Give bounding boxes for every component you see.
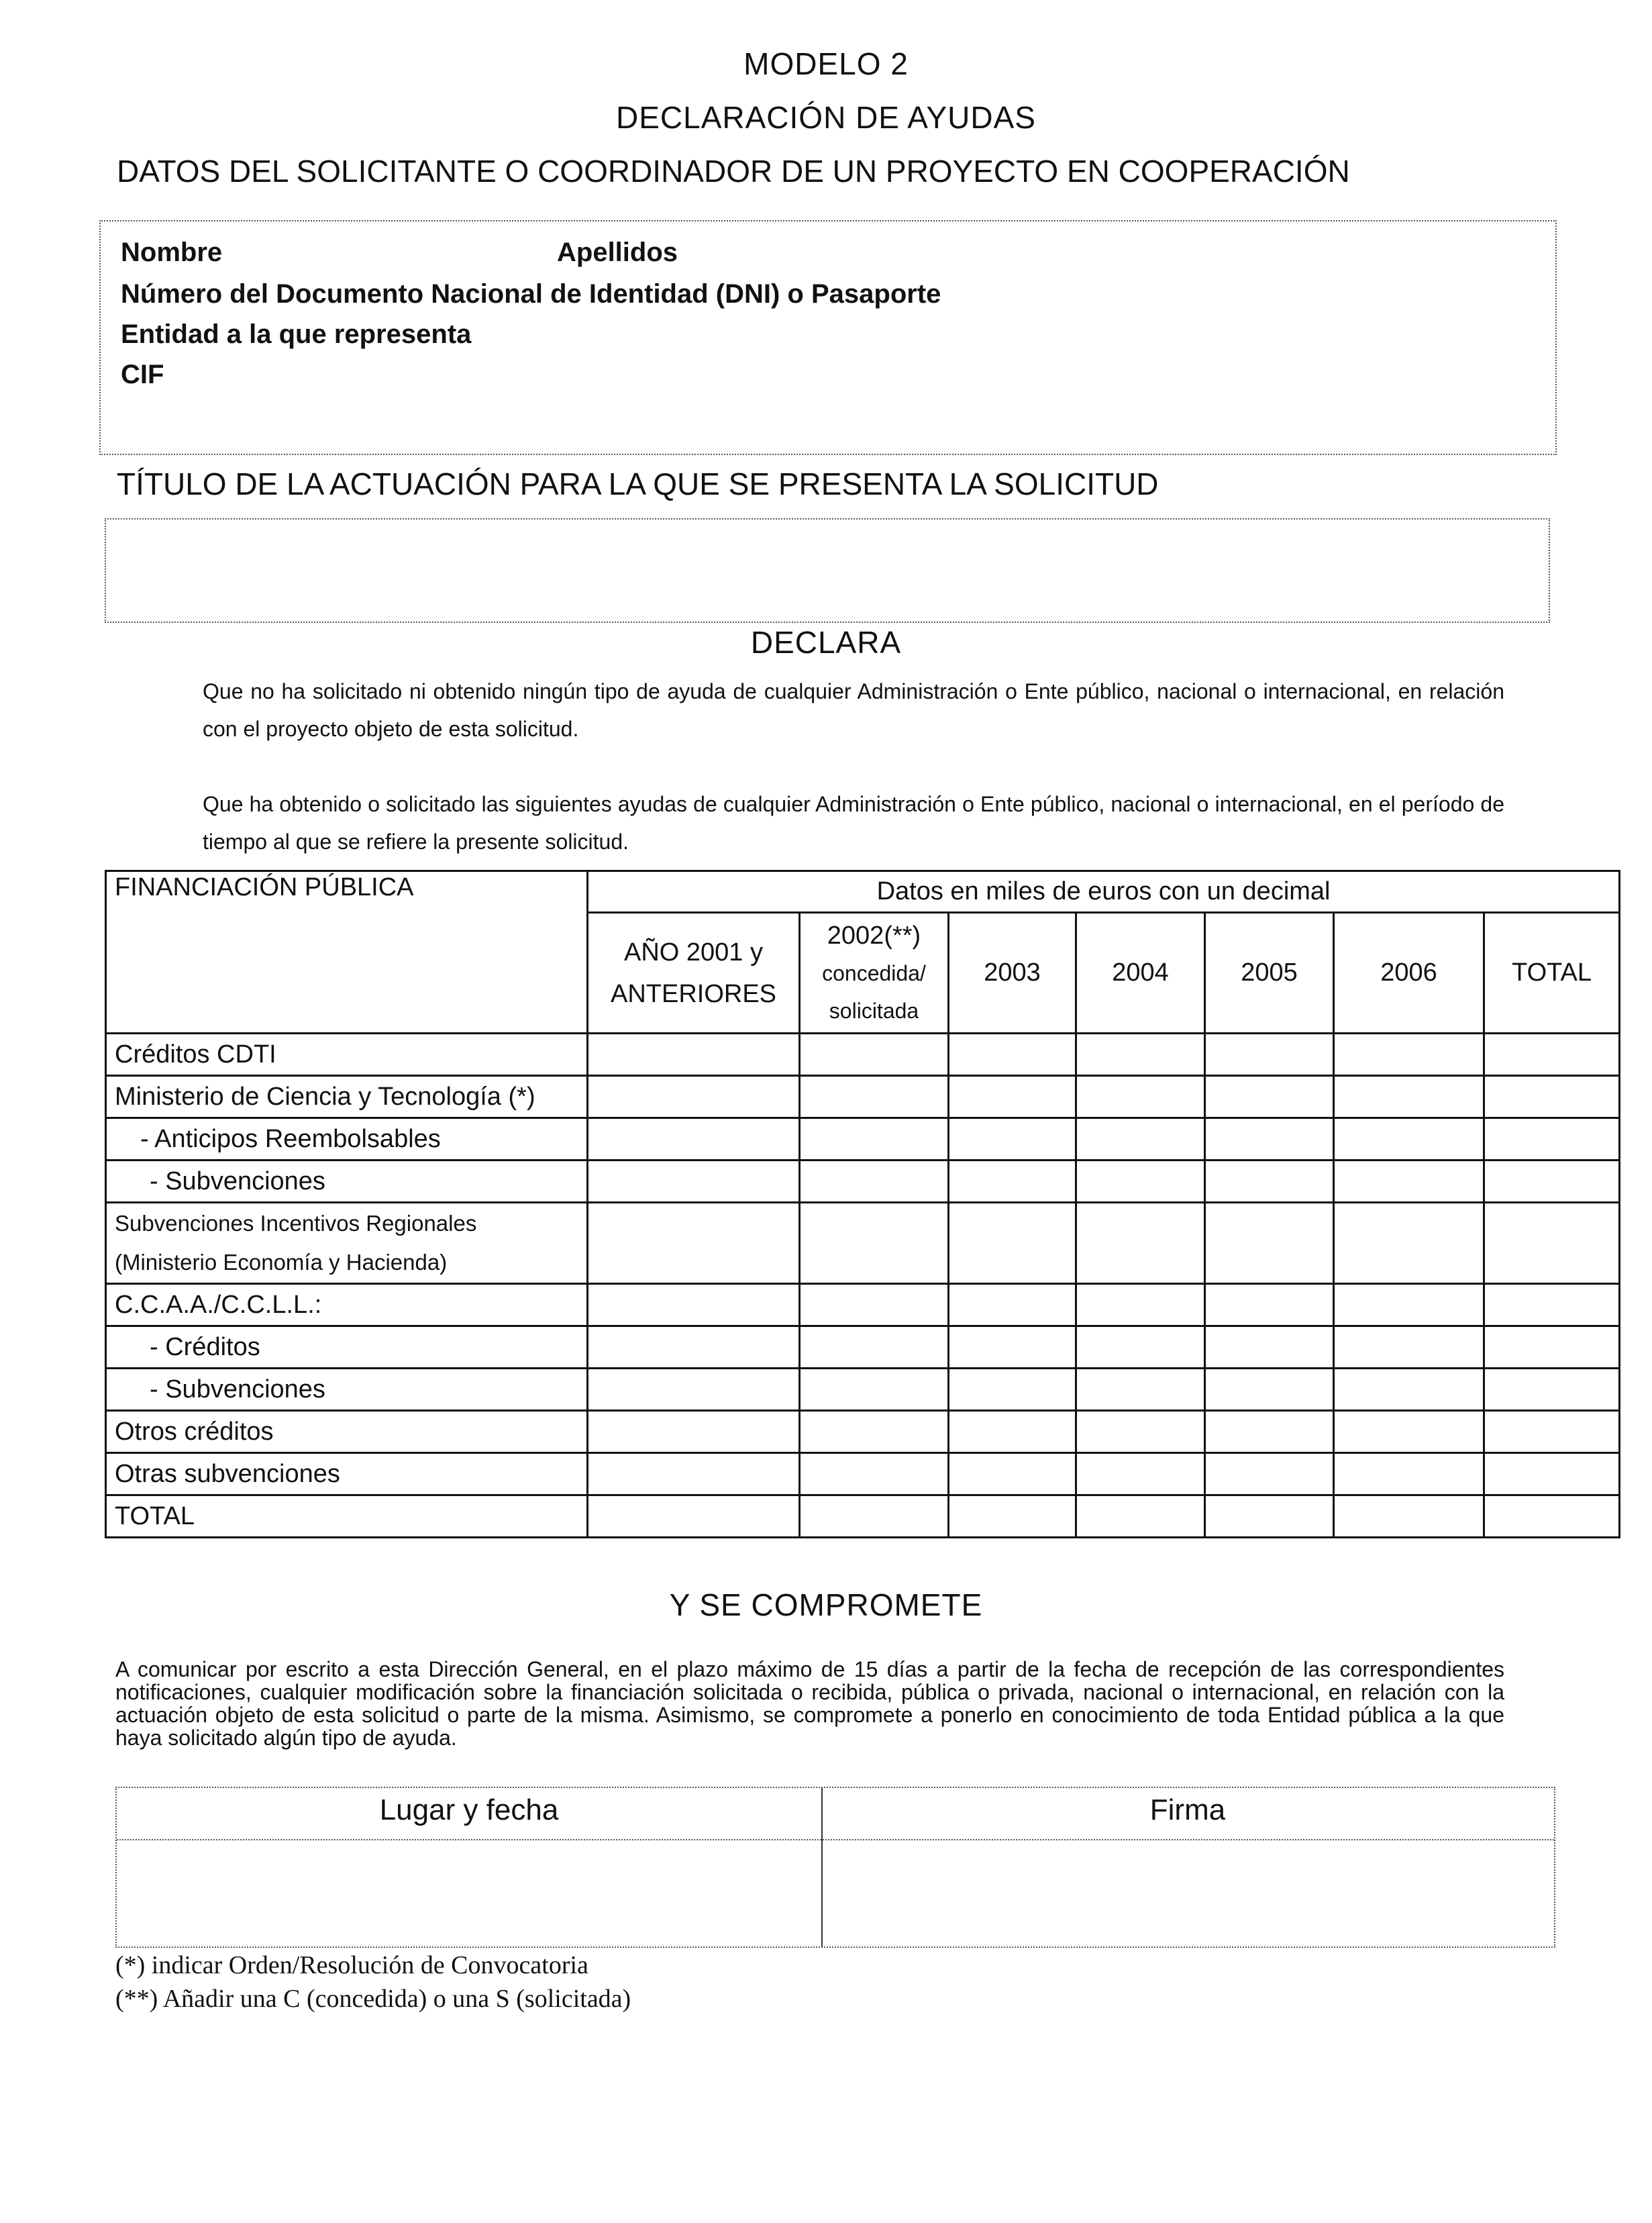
lugar-fecha-label: Lugar y fecha — [379, 1793, 559, 1826]
table-cell[interactable] — [800, 1034, 949, 1076]
table-cell[interactable] — [1205, 1495, 1334, 1538]
entidad-label: Entidad a la que representa — [121, 319, 472, 349]
row-label: - Subvenciones — [106, 1160, 588, 1203]
table-cell[interactable] — [800, 1076, 949, 1118]
table-row — [106, 1160, 1620, 1203]
table-cell[interactable] — [949, 1160, 1076, 1203]
apellidos-label: Apellidos — [557, 238, 678, 267]
col-header-2001-line1: AÑO 2001 y — [624, 938, 763, 967]
declara-heading: DECLARA — [750, 625, 902, 660]
table-cell[interactable] — [1484, 1369, 1620, 1411]
table-cell[interactable] — [949, 1495, 1076, 1538]
table-row — [106, 1411, 1620, 1453]
table-cell[interactable] — [1205, 1076, 1334, 1118]
cif-label: CIF — [121, 360, 164, 389]
table-cell[interactable] — [1205, 1118, 1334, 1160]
table-cell[interactable] — [1076, 1076, 1205, 1118]
table-cell[interactable] — [800, 1326, 949, 1369]
table-cell[interactable] — [1205, 1203, 1334, 1284]
table-cell[interactable] — [1205, 1284, 1334, 1326]
col-header-2005: 2005 — [1205, 913, 1334, 1034]
table-cell[interactable] — [1334, 1034, 1484, 1076]
col-header-2002-line3: solicitada — [829, 998, 919, 1023]
table-row — [106, 1326, 1620, 1369]
table-cell[interactable] — [1076, 1453, 1205, 1495]
table-cell[interactable] — [949, 1411, 1076, 1453]
row-label: TOTAL — [106, 1495, 588, 1538]
table-cell[interactable] — [949, 1284, 1076, 1326]
table-cell[interactable] — [949, 1326, 1076, 1369]
table-cell[interactable] — [1076, 1369, 1205, 1411]
table-cell[interactable] — [1205, 1326, 1334, 1369]
table-cell[interactable] — [949, 1203, 1076, 1284]
table-row — [106, 1453, 1620, 1495]
table-cell[interactable] — [588, 1118, 800, 1160]
nombre-label: Nombre — [121, 238, 223, 267]
col-header-total: TOTAL — [1484, 913, 1620, 1034]
footnote-1: (*) indicar Orden/Resolución de Convocatoria — [115, 1951, 588, 1979]
table-cell[interactable] — [1334, 1411, 1484, 1453]
row-label: - Créditos — [106, 1326, 588, 1369]
table-row — [106, 1369, 1620, 1411]
row-label-line1: Subvenciones Incentivos Regionales — [115, 1211, 477, 1236]
table-cell[interactable] — [1484, 1284, 1620, 1326]
row-label: Ministerio de Ciencia y Tecnología (*) — [106, 1076, 588, 1118]
table-cell[interactable] — [1205, 1160, 1334, 1203]
footnote-2: (**) Añadir una C (concedida) o una S (solicitada) — [115, 1985, 631, 2013]
table-cell[interactable] — [1484, 1118, 1620, 1160]
table-cell[interactable] — [588, 1453, 800, 1495]
table-cell[interactable] — [1076, 1411, 1205, 1453]
table-cell[interactable] — [1076, 1160, 1205, 1203]
row-label: Otros créditos — [106, 1411, 588, 1453]
table-row — [106, 1203, 1620, 1284]
table-cell[interactable] — [1334, 1076, 1484, 1118]
row-label — [106, 1203, 588, 1284]
col-header-2002 — [800, 913, 949, 1034]
row-label: Otras subvenciones — [106, 1453, 588, 1495]
firma-field[interactable] — [823, 1840, 1554, 1945]
table-cell[interactable] — [949, 1118, 1076, 1160]
table-cell[interactable] — [800, 1495, 949, 1538]
table-cell[interactable] — [1484, 1495, 1620, 1538]
table-cell[interactable] — [800, 1118, 949, 1160]
table-cell[interactable] — [588, 1034, 800, 1076]
table-cell[interactable] — [1484, 1203, 1620, 1284]
col-header-2002-line1: 2002(**) — [827, 921, 921, 950]
table-row — [106, 1495, 1620, 1538]
table-cell[interactable] — [1484, 1076, 1620, 1118]
table-cell[interactable] — [1076, 1284, 1205, 1326]
table-cell[interactable] — [1334, 1203, 1484, 1284]
table-cell[interactable] — [588, 1160, 800, 1203]
table-cell[interactable] — [1205, 1411, 1334, 1453]
table-cell[interactable] — [1334, 1326, 1484, 1369]
table-cell[interactable] — [1334, 1453, 1484, 1495]
col-header-2004: 2004 — [1076, 913, 1205, 1034]
table-cell[interactable] — [1076, 1495, 1205, 1538]
table-cell[interactable] — [800, 1453, 949, 1495]
row-label: C.C.A.A./C.C.L.L.: — [106, 1284, 588, 1326]
table-cell[interactable] — [800, 1284, 949, 1326]
declara-paragraph-1: Que no ha solicitado ni obtenido ningún tipo de ayuda de cualquier Administración o Ente público, nacional o internacional, en relación con el proyecto objeto de esta solicitud. — [203, 679, 1504, 741]
table-cell[interactable] — [1484, 1411, 1620, 1453]
lugar-fecha-field[interactable] — [117, 1840, 820, 1945]
applicant-section-title: DATOS DEL SOLICITANTE O COORDINADOR DE UN PROYECTO EN COOPERACIÓN — [117, 154, 1350, 189]
document-title: DECLARACIÓN DE AYUDAS — [616, 100, 1036, 135]
table-cell[interactable] — [1205, 1453, 1334, 1495]
row-label: - Subvenciones — [106, 1369, 588, 1411]
table-group-header: Datos en miles de euros con un decimal — [588, 871, 1620, 913]
table-cell[interactable] — [1334, 1118, 1484, 1160]
declara-paragraph-2: Que ha obtenido o solicitado las siguientes ayudas de cualquier Administración o Ente público, nacional o internacional, en el período de tiempo al que se refiere la presente solicitud. — [203, 792, 1504, 854]
table-cell[interactable] — [949, 1034, 1076, 1076]
titulo-field[interactable] — [105, 518, 1550, 623]
col-header-2003: 2003 — [949, 913, 1076, 1034]
table-cell[interactable] — [588, 1495, 800, 1538]
dni-label: Número del Documento Nacional de Identidad (DNI) o Pasaporte — [121, 279, 941, 309]
table-cell[interactable] — [588, 1076, 800, 1118]
compromete-paragraph: A comunicar por escrito a esta Dirección General, en el plazo máximo de 15 días a partir de la fecha de recepción de las correspondientes notificaciones, cualquier modificación sobre la financiación solicitada o recibida, pública o privada, nacional o internacional, en relación con la actuación objeto de esta solicitud o parte de la misma. Asimismo, se compromete a ponerlo en conocimiento de toda Entidad pública a la que haya solicitado algún tipo de ayuda. — [115, 1657, 1504, 1750]
col-header-2001-line2: ANTERIORES — [610, 979, 777, 1008]
titulo-section-title: TÍTULO DE LA ACTUACIÓN PARA LA QUE SE PRESENTA LA SOLICITUD — [117, 466, 1159, 501]
table-cell[interactable] — [1334, 1160, 1484, 1203]
table-cell[interactable] — [1205, 1034, 1334, 1076]
table-cell[interactable] — [949, 1453, 1076, 1495]
table-row — [106, 1118, 1620, 1160]
col-header-2006: 2006 — [1334, 913, 1484, 1034]
table-cell[interactable] — [588, 1284, 800, 1326]
table-cell[interactable] — [800, 1369, 949, 1411]
firma-label: Firma — [1149, 1793, 1226, 1826]
table-cell[interactable] — [1076, 1118, 1205, 1160]
table-cell[interactable] — [949, 1076, 1076, 1118]
table-cell[interactable] — [588, 1203, 800, 1284]
col-header-2001 — [588, 913, 800, 1034]
table-cell[interactable] — [1205, 1369, 1334, 1411]
signature-box — [115, 1787, 1555, 1948]
table-row — [106, 1034, 1620, 1076]
table-cell[interactable] — [1076, 1203, 1205, 1284]
table-cell[interactable] — [800, 1160, 949, 1203]
table-cell[interactable] — [1334, 1284, 1484, 1326]
table-corner-header: FINANCIACIÓN PÚBLICA — [106, 871, 588, 1034]
table-cell[interactable] — [1076, 1034, 1205, 1076]
financing-table — [105, 870, 1620, 1538]
applicant-box — [99, 220, 1557, 455]
table-cell[interactable] — [588, 1369, 800, 1411]
row-label: - Anticipos Reembolsables — [106, 1118, 588, 1160]
table-cell[interactable] — [1334, 1495, 1484, 1538]
table-cell[interactable] — [1484, 1326, 1620, 1369]
row-label: Créditos CDTI — [106, 1034, 588, 1076]
table-cell[interactable] — [800, 1411, 949, 1453]
table-row — [106, 1076, 1620, 1118]
table-cell[interactable] — [1334, 1369, 1484, 1411]
table-cell[interactable] — [1484, 1034, 1620, 1076]
table-cell[interactable] — [1484, 1160, 1620, 1203]
table-cell[interactable] — [588, 1326, 800, 1369]
table-row — [106, 1284, 1620, 1326]
table-cell[interactable] — [949, 1369, 1076, 1411]
compromete-heading: Y SE COMPROMETE — [669, 1587, 983, 1622]
row-label-line2: (Ministerio Economía y Hacienda) — [115, 1250, 448, 1275]
col-header-2002-line2: concedida/ — [822, 960, 926, 985]
table-cell[interactable] — [588, 1411, 800, 1453]
table-cell[interactable] — [1076, 1326, 1205, 1369]
model-number: MODELO 2 — [743, 46, 909, 81]
table-cell[interactable] — [1484, 1453, 1620, 1495]
table-cell[interactable] — [800, 1203, 949, 1284]
